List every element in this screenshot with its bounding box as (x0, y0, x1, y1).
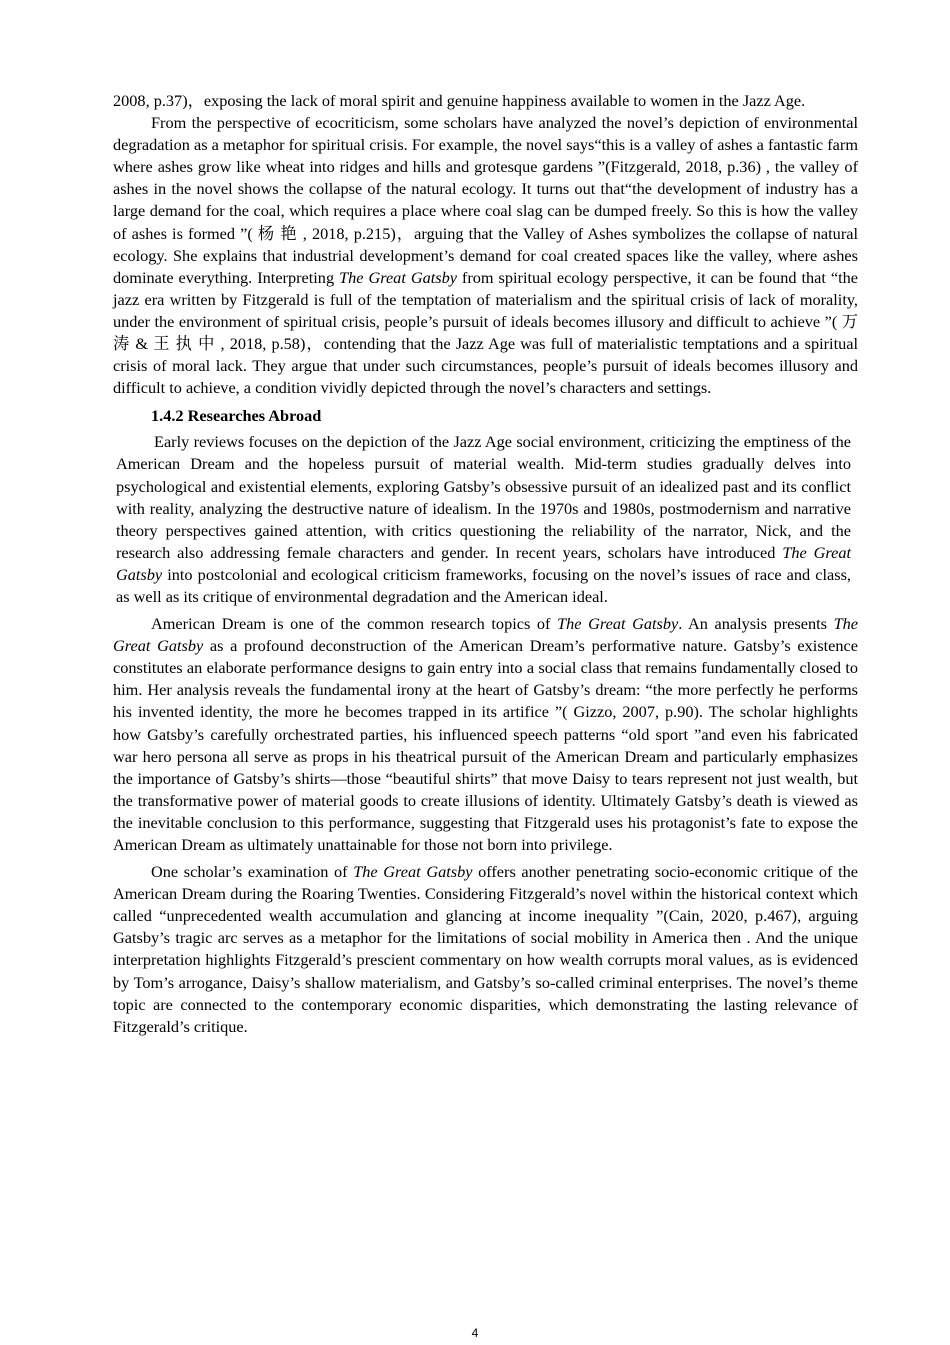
document-page (113, 90, 858, 1038)
paragraph-ecocriticism: From the perspective of ecocriticism, some scholars have analyzed the novel’s depiction of environmental degradation as a metaphor for spiritual crisis. For example, the novel says“this is a valley of ashes a fantastic farm where ashes grow like wheat into ridges and hills and grotesque gardens ”(Fitzgerald, 2018, p.36) , the valley of ashes in the novel shows the collapse of the natural ecology. It turns out that“the development of industry has a large demand for the coal, which requires a place where coal slag can be dumped freely. So this is how the valley of ashes is formed ”( 杨 艳 , 2018, p.215)，arguing that the Valley of Ashes symbolizes the collapse of natural ecology. She explains that industrial development’s demand for coal created spaces like the valley, where ashes dominate everything. Interpreting The Great Gatsby from spiritual ecology perspective, it can be found that “the jazz era written by Fitzgerald is full of the temptation of materialism and the spiritual crisis of lack of morality, under the environment of spiritual crisis, people’s pursuit of ideals becomes illusory and difficult to achieve ”( 万 涛 & 王 执 中 , 2018, p.58)，contending that the Jazz Age was full of materialistic temptations and a spiritual crisis of moral lack. They argue that under such circumstances, people’s pursuit of ideals becomes illusory and difficult to achieve, a condition vividly depicted through the novel’s characters and settings. (113, 113, 858, 398)
book-title: The Great Gatsby (557, 614, 679, 634)
paragraph-researches-abroad: Early reviews focuses on the depiction of the Jazz Age social environment, criticizing the emptiness of the American Dream and the hopeless pursuit of material wealth. Mid-term studies gradually delves into psychological and existential elements, exploring Gatsby’s obsessive pursuit of an idealized past and its conflict with reality, analyzing the destructive nature of idealism. In the 1970s and 1980s, postmodernism and narrative theory perspectives gained attention, with critics questioning the reliability of the narrator, Nick, and the research also addressing female characters and gender. In recent years, scholars have introduced The Great Gatsby into postcolonial and ecological criticism frameworks, focusing on the novel’s issues of race and class, as well as its critique of environmental degradation and the American ideal. (116, 432, 852, 606)
book-title: The Great Gatsby (116, 542, 852, 584)
paragraph-continuation: 2008, p.37)，exposing the lack of moral spirit and genuine happiness available to women in the Jazz Age. (113, 91, 806, 110)
paragraph-american-dream: American Dream is one of the common research topics of The Great Gatsby. An analysis presents The Great Gatsby as a profound deconstruction of the American Dream’s performative nature. Gatsby’s existence constitutes an elaborate performance designs to gain entry into a social class that remains fundamentally closed to him. Her analysis reveals the fundamental irony at the heart of Gatsby’s dream: “the more perfectly he performs his invented identity, the more he becomes trapped in its artifice ”( Gizzo, 2007, p.90). The scholar highlights how Gatsby’s carefully orchestrated parties, his influenced speech patterns “old sport ”and even his fabricated war hero persona all serve as props in his theatrical pursuit of the American Dream and particularly emphasizes the importance of Gatsby’s shirts—those “beautiful shirts” that move Daisy to tears represent not just wealth, but the transformative power of material goods to create illusions of identity. Ultimately Gatsby’s death is viewed as the inevitable conclusion to this performance, suggesting that Fitzgerald uses his protagonist’s fate to expose the American Dream as ultimately unattainable for those not born into privilege. (113, 614, 859, 854)
book-title: The Great Gatsby (113, 614, 858, 656)
book-title: The Great Gatsby (339, 267, 457, 287)
section-heading: 1.4.2 Researches Abroad (151, 406, 322, 426)
page-number: 4 (471, 1326, 479, 1340)
book-title: The Great Gatsby (353, 862, 473, 882)
paragraph-socio-economic: One scholar’s examination of The Great Gatsby offers another penetrating socio-economic critique of the American Dream during the Roaring Twenties. Considering Fitzgerald’s novel within the historical context which called “unprecedented wealth accumulation and glancing at income inequality ”(Cain, 2020, p.467), arguing Gatsby’s tragic arc serves as a metaphor for the limitations of social mobility in America then . And the unique interpretation highlights Fitzgerald’s prescient commentary on how wealth corrupts moral values, as is evidenced by Tom’s arrogance, Daisy’s shallow materialism, and Gatsby’s so-called criminal enterprises. The novel’s theme topic are connected to the contemporary economic disparities, which demonstrating the lasting relevance of Fitzgerald’s critique. (113, 862, 858, 1036)
